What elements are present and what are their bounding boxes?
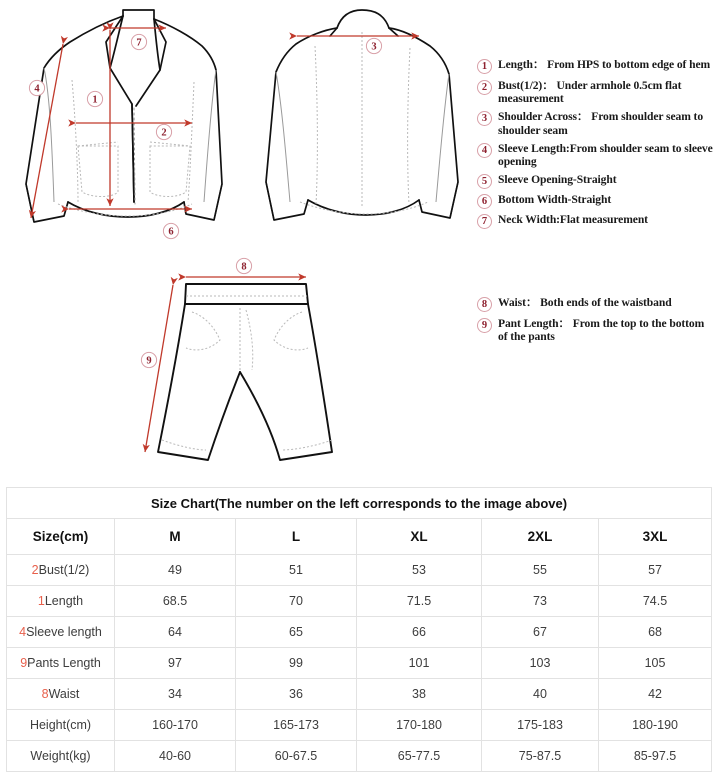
row-label <box>7 586 115 617</box>
table-cell: 180-190 <box>599 710 712 741</box>
row-label-text: Sleeve length <box>26 625 102 639</box>
legend-item <box>477 213 715 229</box>
legend-badge-2: 2 <box>477 80 492 95</box>
table-cell: 175-183 <box>482 710 599 741</box>
row-label-text: Weight(kg) <box>30 749 91 763</box>
row-label <box>7 710 115 741</box>
table-cell: 75-87.5 <box>482 741 599 772</box>
legend-badge-3: 3 <box>477 111 492 126</box>
table-cell: 53 <box>357 555 482 586</box>
row-label <box>7 617 115 648</box>
table-cell: 99 <box>236 648 357 679</box>
legend-text-2: Bust(1/2)： Under armhole 0.5cm flat measurement <box>498 79 682 106</box>
legend-badge-6: 6 <box>477 194 492 209</box>
legend-text-7: Neck Width:Flat measurement <box>498 213 648 227</box>
table-cell: 67 <box>482 617 599 648</box>
header-2xl: 2XL <box>482 519 599 555</box>
header-3xl: 3XL <box>599 519 712 555</box>
svg-text:1: 1 <box>92 94 98 106</box>
table-header-row <box>7 519 712 555</box>
jacket-front-diagram <box>6 6 238 246</box>
row-label <box>7 679 115 710</box>
row-label-text: Length <box>44 594 84 608</box>
row-label-text: Waist <box>48 687 80 701</box>
table-cell: 68.5 <box>115 586 236 617</box>
row-label <box>7 555 115 586</box>
header-size: Size(cm) <box>7 519 115 555</box>
legend-badge-1: 1 <box>477 59 492 74</box>
table-cell: 103 <box>482 648 599 679</box>
table-row <box>7 617 712 648</box>
table-cell: 74.5 <box>599 586 712 617</box>
table-cell: 60-67.5 <box>236 741 357 772</box>
size-chart-table <box>6 487 712 772</box>
table-cell: 170-180 <box>357 710 482 741</box>
legend-badge-4: 4 <box>477 143 492 158</box>
row-label <box>7 648 115 679</box>
legend-badge-5: 5 <box>477 174 492 189</box>
row-marker-number: 8 <box>41 687 49 701</box>
legend-item <box>477 317 715 343</box>
table-cell: 64 <box>115 617 236 648</box>
legend-item <box>477 79 715 105</box>
table-cell: 55 <box>482 555 599 586</box>
legend-item <box>477 58 715 74</box>
legend-shorts <box>477 296 715 348</box>
table-cell: 160-170 <box>115 710 236 741</box>
table-cell: 34 <box>115 679 236 710</box>
svg-text:9: 9 <box>146 355 152 367</box>
legend-text-6: Bottom Width-Straight <box>498 193 612 207</box>
row-label-text: Pants Length <box>27 656 101 670</box>
row-label-text: Bust(1/2) <box>38 563 90 577</box>
table-cell: 66 <box>357 617 482 648</box>
row-marker-number: 4 <box>19 625 27 639</box>
jacket-back-diagram <box>252 6 472 238</box>
svg-text:6: 6 <box>168 226 174 238</box>
table-cell: 165-173 <box>236 710 357 741</box>
legend-text-3: Shoulder Across： From shoulder seam to shoulder seam <box>498 110 704 137</box>
legend-item <box>477 142 715 168</box>
legend-item <box>477 173 715 189</box>
header-l: L <box>236 519 357 555</box>
legend-text-1: Length： From HPS to bottom edge of hem <box>498 58 711 71</box>
legend-item <box>477 296 715 312</box>
table-cell: 85-97.5 <box>599 741 712 772</box>
table-title: Size Chart(The number on the left corresponds to the image above) <box>7 488 712 519</box>
legend-text-9: Pant Length： From the top to the bottom of the pants <box>498 317 705 344</box>
table-cell: 38 <box>357 679 482 710</box>
shorts-diagram <box>128 252 352 476</box>
table-cell: 36 <box>236 679 357 710</box>
table-row <box>7 679 712 710</box>
table-cell: 42 <box>599 679 712 710</box>
legend-text-5: Sleeve Opening-Straight <box>498 173 617 187</box>
table-row <box>7 555 712 586</box>
table-cell: 73 <box>482 586 599 617</box>
table-cell: 101 <box>357 648 482 679</box>
svg-text:2: 2 <box>161 127 167 139</box>
table-cell: 65 <box>236 617 357 648</box>
legend-item <box>477 193 715 209</box>
row-marker-number: 9 <box>20 656 28 670</box>
table-row <box>7 586 712 617</box>
legend-text-4: Sleeve Length:From shoulder seam to sleeve opening <box>498 141 713 169</box>
table-body <box>7 555 712 772</box>
row-marker-number: 2 <box>31 563 39 577</box>
table-cell: 57 <box>599 555 712 586</box>
svg-text:3: 3 <box>371 41 377 53</box>
header-xl: XL <box>357 519 482 555</box>
table-cell: 40 <box>482 679 599 710</box>
row-label-text: Height(cm) <box>29 718 92 732</box>
legend-item <box>477 110 715 136</box>
legend-badge-9: 9 <box>477 318 492 333</box>
svg-text:4: 4 <box>34 83 40 95</box>
row-marker-number: 1 <box>37 594 45 608</box>
table-cell: 70 <box>236 586 357 617</box>
table-cell: 65-77.5 <box>357 741 482 772</box>
table-row <box>7 741 712 772</box>
legend-badge-7: 7 <box>477 214 492 229</box>
legend-jacket <box>477 58 715 233</box>
svg-text:8: 8 <box>241 261 247 273</box>
table-cell: 105 <box>599 648 712 679</box>
table-title-row <box>7 488 712 519</box>
table-cell: 51 <box>236 555 357 586</box>
header-m: M <box>115 519 236 555</box>
table-cell: 40-60 <box>115 741 236 772</box>
table-cell: 97 <box>115 648 236 679</box>
row-label <box>7 741 115 772</box>
table-row <box>7 648 712 679</box>
legend-text-8: Waist： Both ends of the waistband <box>498 296 672 309</box>
legend-badge-8: 8 <box>477 297 492 312</box>
table-cell: 71.5 <box>357 586 482 617</box>
table-cell: 68 <box>599 617 712 648</box>
table-row <box>7 710 712 741</box>
table-cell: 49 <box>115 555 236 586</box>
svg-text:7: 7 <box>136 37 142 49</box>
